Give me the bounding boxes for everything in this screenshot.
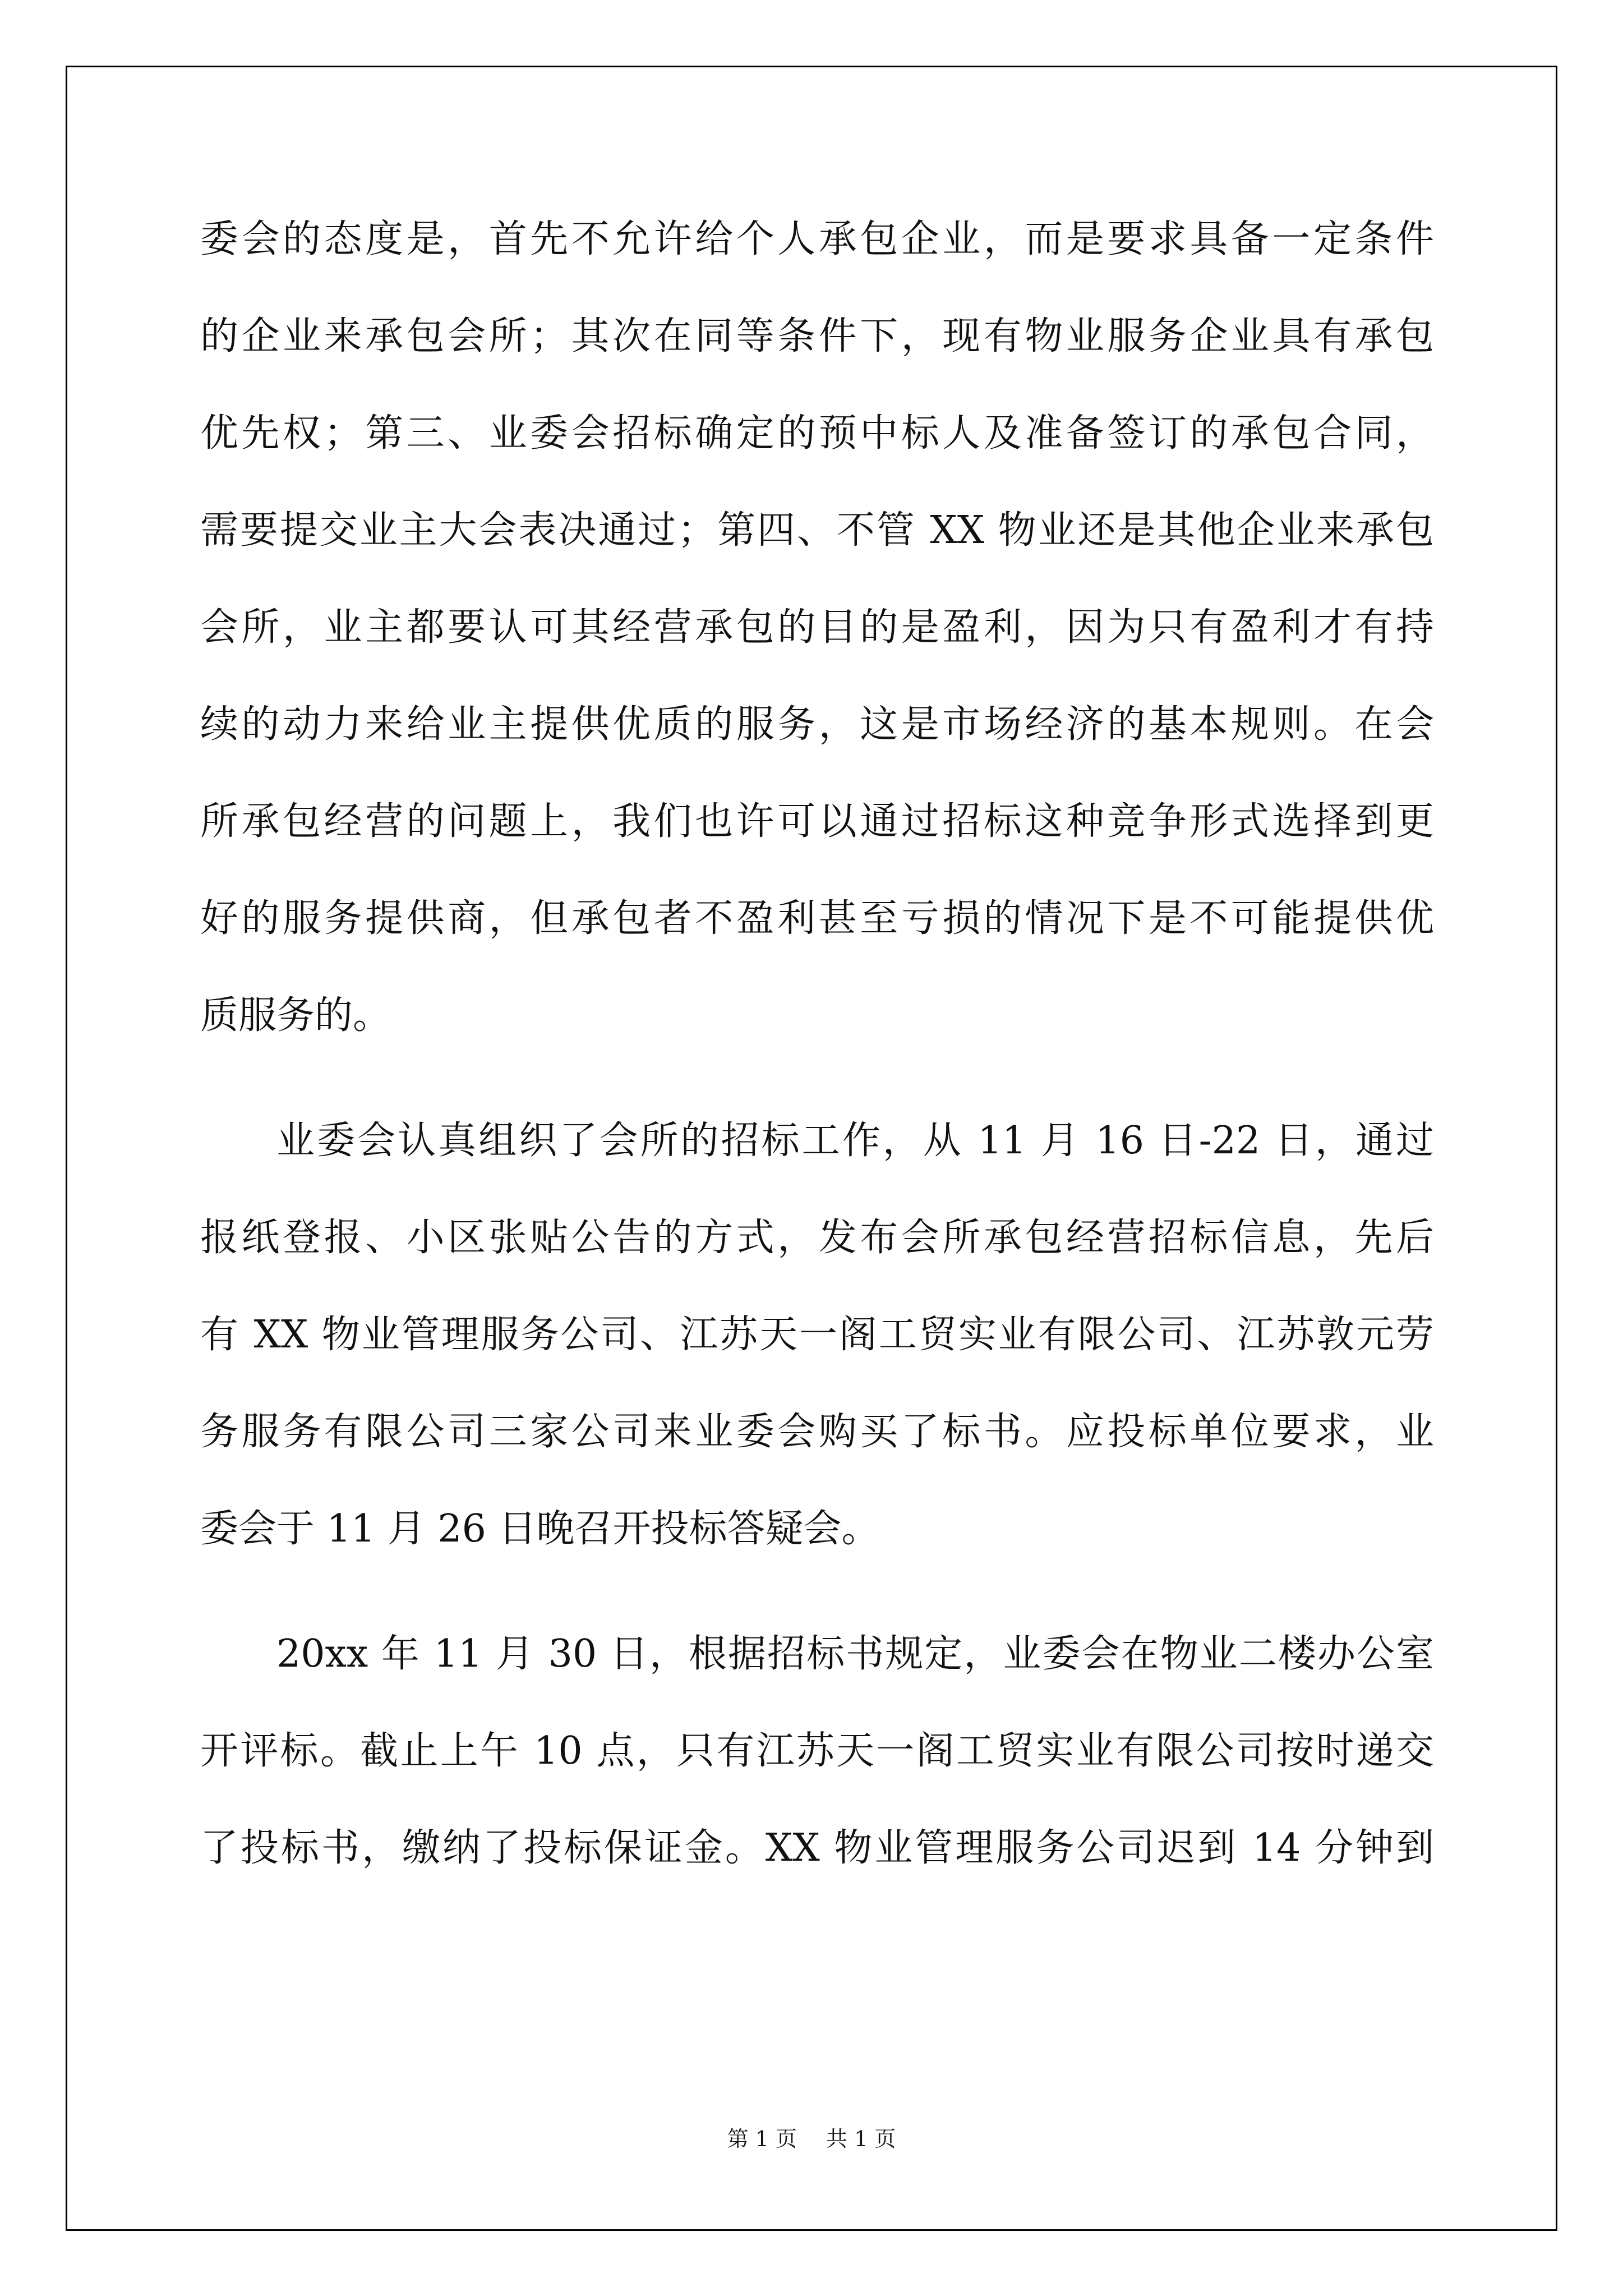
paragraph-1-line-9: 质服务的。 [200, 993, 391, 1038]
page-footer [0, 2125, 1623, 2153]
paragraph-1-line-2: 的企业来承包会所；其次在同等条件下，现有物业服务企业具有承包 [200, 314, 1434, 358]
paragraph-1-line-4: 需要提交业主大会表决通过；第四、不管 XX 物业还是其他企业来承包 [200, 508, 1434, 553]
paragraph-1-line-8: 好的服务提供商，但承包者不盈利甚至亏损的情况下是不可能提供优 [200, 896, 1434, 941]
document-body [200, 191, 1434, 1897]
paragraph-2-line-4: 务服务有限公司三家公司来业委会购买了标书。应投标单位要求，业 [200, 1410, 1434, 1454]
paragraph-3-line-1: 20xx 年 11 月 30 日，根据招标书规定，业委会在物业二楼办公室 [276, 1632, 1434, 1676]
paragraph-2-line-3: 有 XX 物业管理服务公司、江苏天一阁工贸实业有限公司、江苏敦元劳 [200, 1313, 1434, 1357]
paragraph-spacer [200, 1577, 1434, 1605]
page-total: 共 1 页 [826, 2127, 896, 2151]
paragraph-2-line-2: 报纸登报、小区张贴公告的方式，发布会所承包经营招标信息，先后 [200, 1216, 1434, 1260]
paragraph-1-line-5: 会所，业主都要认可其经营承包的目的是盈利，因为只有盈利才有持 [200, 605, 1434, 650]
paragraph-3-line-3: 了投标书，缴纳了投标保证金。XX 物业管理服务公司迟到 14 分钟到 [200, 1826, 1434, 1870]
page-number: 第 1 页 [727, 2127, 797, 2151]
paragraph-1-line-7: 所承包经营的问题上，我们也许可以通过招标这种竞争形式选择到更 [200, 799, 1434, 844]
paragraph-1-line-3: 优先权；第三、业委会招标确定的预中标人及准备签订的承包合同， [200, 411, 1434, 455]
paragraph-spacer [200, 1064, 1434, 1092]
paragraph-2-line-1: 业委会认真组织了会所的招标工作，从 11 月 16 日-22 日，通过 [276, 1119, 1434, 1163]
paragraph-1-line-6: 续的动力来给业主提供优质的服务，这是市场经济的基本规则。在会 [200, 702, 1434, 747]
paragraph-1-line-1: 委会的态度是，首先不允许给个人承包企业，而是要求具备一定条件 [200, 217, 1434, 261]
paragraph-2-line-5: 委会于 11 月 26 日晚召开投标答疑会。 [200, 1507, 880, 1551]
paragraph-3-line-2: 开评标。截止上午 10 点，只有江苏天一阁工贸实业有限公司按时递交 [200, 1729, 1434, 1773]
